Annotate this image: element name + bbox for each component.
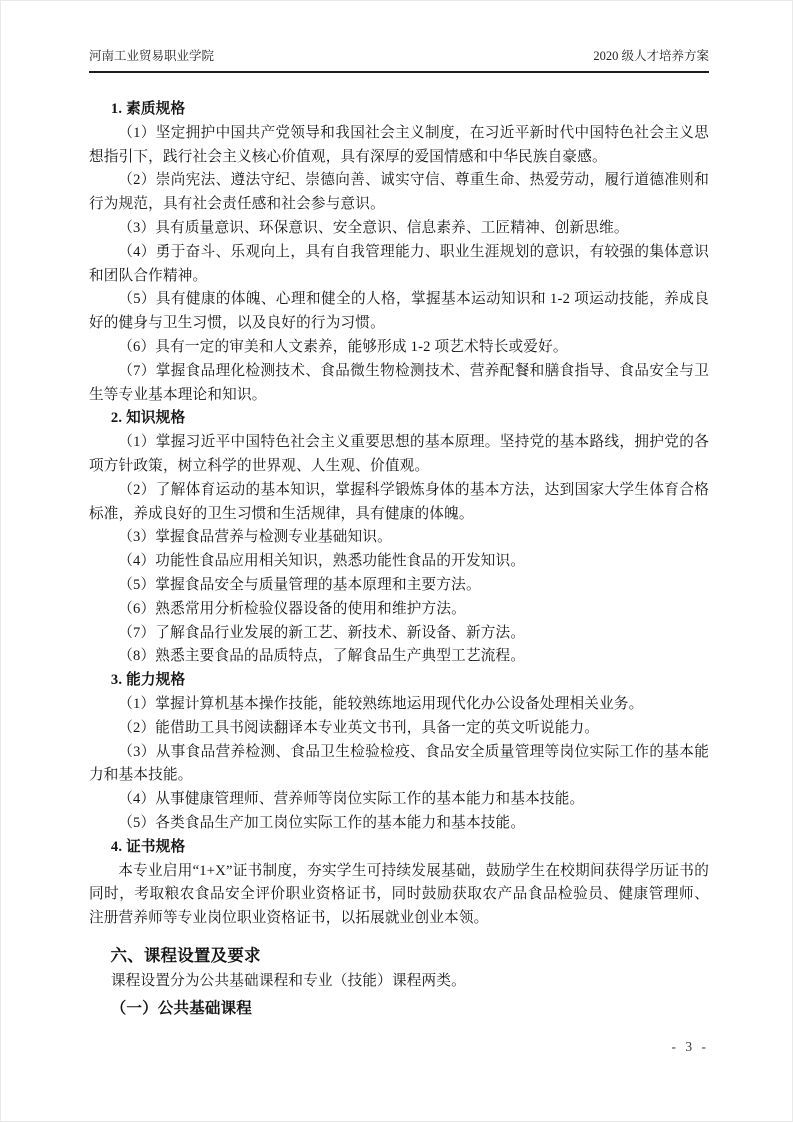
page-footer <box>672 1039 710 1055</box>
paragraph: （1）坚定拥护中国共产党领导和我国社会主义制度，在习近平新时代中国特色社会主义思想指引下，践行社会主义核心价值观，具有深厚的爱国情感和中华民族自豪感。 <box>89 124 709 165</box>
paragraph: （8）熟悉主要食品的品质特点，了解食品生产典型工艺流程。 <box>118 648 526 665</box>
paragraph: （4）勇于奋斗、乐观向上，具有自我管理能力、职业生涯规划的意识，有较强的集体意识和团队合作精神。 <box>89 243 709 284</box>
header-plan-title: 2020 级人才培养方案 <box>593 49 709 63</box>
paragraph: （7）掌握食品理化检测技术、食品微生物检测技术、营养配餐和膳食指导、食品安全与卫生等专业基本理论和知识。 <box>89 362 709 403</box>
paragraph: （2）崇尚宪法、遵法守纪、崇德向善、诚实守信、尊重生命、热爱劳动，履行道德准则和行为规范，具有社会责任感和社会参与意识。 <box>89 172 709 213</box>
section-heading: 4. 证书规格 <box>110 838 186 855</box>
section-heading: 2. 知识规格 <box>110 410 186 427</box>
paragraph: （1）掌握计算机基本操作技能，能较熟练地运用现代化办公设备处理相关业务。 <box>118 695 644 712</box>
paragraph: 课程设置分为公共基础课程和专业（技能）课程两类。 <box>110 972 466 989</box>
paragraph: （4）功能性食品应用相关知识，熟悉功能性食品的开发知识。 <box>118 553 526 570</box>
paragraph: （2）了解体育运动的基本知识，掌握科学锻炼身体的基本方法，达到国家大学生体育合格标准，养成良好的卫生习惯和生活规律，具有健康的体魄。 <box>89 481 709 522</box>
chapter-heading: 六、课程设置及要求 <box>110 945 261 965</box>
paragraph: （1）掌握习近平中国特色社会主义重要思想的基本原理。坚持党的基本路线，拥护党的各项方针政策，树立科学的世界观、人生观、价值观。 <box>89 434 709 474</box>
paragraph: （5）各类食品生产加工岗位实际工作的基本能力和基本技能。 <box>118 814 526 831</box>
paragraph: （4）从事健康管理师、营养师等岗位实际工作的基本能力和基本技能。 <box>118 791 585 808</box>
paragraph: （7）了解食品行业发展的新工艺、新技术、新设备、新方法。 <box>118 624 526 641</box>
header-school-name: 河南工业贸易职业学院 <box>89 49 215 63</box>
paragraph: （5）具有健康的体魄、心理和健全的人格，掌握基本运动知识和 1-2 项运动技能，养成良好的健身与卫生习惯，以及良好的行为习惯。 <box>89 291 709 332</box>
page-header <box>89 49 709 73</box>
page-number: - 3 - <box>671 1039 709 1054</box>
section-heading: 3. 能力规格 <box>110 672 186 689</box>
paragraph: 本专业启用“1+X”证书制度，夯实学生可持续发展基础，鼓励学生在校期间获得学历证书的同时，考取粮农食品安全评价职业资格证书，同时鼓励获取农产品食品检验员、健康管理师、注册营养师等专业岗位职业资格证书，以拓展就业创业本领。 <box>89 862 709 927</box>
paragraph: （5）掌握食品安全与质量管理的基本原理和主要方法。 <box>118 576 481 593</box>
document-body <box>89 98 709 1021</box>
paragraph: （2）能借助工具书阅读翻译本专业英文书刊，具备一定的英文听说能力。 <box>118 719 600 736</box>
paragraph: （6）具有一定的审美和人文素养，能够形成 1-2 项艺术特长或爱好。 <box>118 338 568 355</box>
paragraph: （6）熟悉常用分析检验仪器设备的使用和维护方法。 <box>118 600 466 617</box>
paragraph: （3）具有质量意识、环保意识、安全意识、信息素养、工匠精神、创新思维。 <box>118 219 629 236</box>
paragraph: （3）掌握食品营养与检测专业基础知识。 <box>118 529 392 546</box>
subsection-heading: （一）公共基础课程 <box>110 999 252 1017</box>
section-heading: 1. 素质规格 <box>110 101 186 117</box>
paragraph: （3）从事食品营养检测、食品卫生检验检疫、食品安全质量管理等岗位实际工作的基本能力和基本技能。 <box>89 743 709 784</box>
